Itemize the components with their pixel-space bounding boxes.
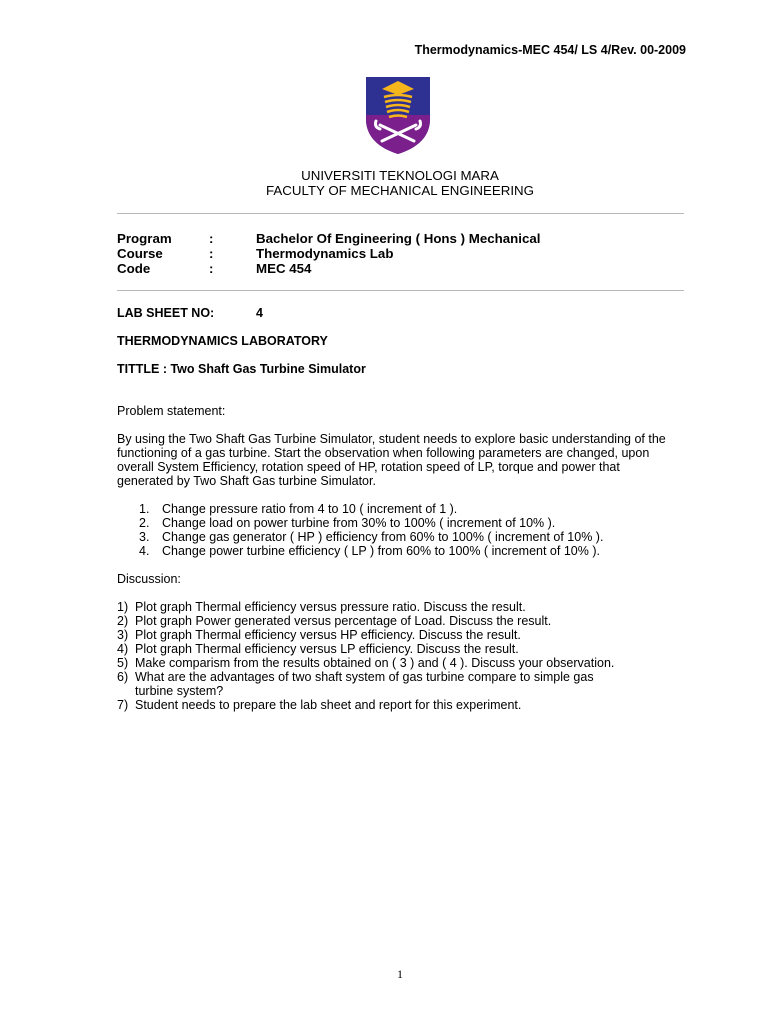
- info-key: Course: [117, 246, 163, 261]
- list-item: [139, 530, 603, 544]
- list-text: Change gas generator ( HP ) efficiency from 60% to 100% ( increment of 10% ).: [162, 530, 604, 544]
- list-item: [117, 614, 614, 628]
- list-text: Plot graph Thermal efficiency versus LP efficiency. Discuss the result.: [135, 642, 519, 656]
- list-item: [117, 698, 614, 712]
- problem-line: By using the Two Shaft Gas Turbine Simulator, student needs to explore basic understanding of the: [117, 432, 666, 446]
- lab-sheet-label: LAB SHEET NO:: [117, 306, 215, 320]
- info-separator: :: [209, 261, 214, 276]
- parameter-list: [139, 502, 603, 558]
- info-row-code: [117, 261, 677, 276]
- list-text: Student needs to prepare the lab sheet and report for this experiment.: [135, 698, 522, 712]
- list-item: [139, 544, 603, 558]
- list-number: 2): [117, 614, 129, 628]
- list-text: What are the advantages of two shaft system of gas turbine compare to simple gas: [135, 670, 594, 684]
- university-crest-icon: [364, 75, 432, 155]
- list-number: 6): [117, 670, 129, 684]
- info-separator: :: [209, 231, 214, 246]
- list-number: 4.: [139, 544, 150, 558]
- list-text: Plot graph Thermal efficiency versus HP efficiency. Discuss the result.: [135, 628, 521, 642]
- list-text: Change pressure ratio from 4 to 10 ( increment of 1 ).: [162, 502, 458, 516]
- problem-statement: [117, 432, 689, 488]
- list-item: [117, 628, 614, 642]
- discussion-list: [117, 600, 614, 712]
- page-number: 1: [397, 967, 403, 981]
- problem-heading: Problem statement:: [117, 404, 226, 418]
- experiment-title: TITTLE : Two Shaft Gas Turbine Simulator: [117, 362, 366, 376]
- divider-top: [117, 213, 684, 214]
- list-number: 3): [117, 628, 129, 642]
- info-value: Bachelor Of Engineering ( Hons ) Mechanical: [256, 231, 541, 246]
- list-text: Change power turbine efficiency ( LP ) from 60% to 100% ( increment of 10% ).: [162, 544, 600, 558]
- divider-bottom: [117, 290, 684, 291]
- list-number: 3.: [139, 530, 150, 544]
- faculty-name: FACULTY OF MECHANICAL ENGINEERING: [266, 183, 534, 198]
- list-text: Plot graph Thermal efficiency versus pressure ratio. Discuss the result.: [135, 600, 526, 614]
- list-item: [117, 656, 614, 670]
- info-key: Program: [117, 231, 172, 246]
- list-item: [139, 502, 603, 516]
- document-reference: Thermodynamics-MEC 454/ LS 4/Rev. 00-2009: [414, 43, 686, 57]
- university-name: UNIVERSITI TEKNOLOGI MARA: [301, 168, 499, 183]
- info-value: MEC 454: [256, 261, 312, 276]
- list-number: 1): [117, 600, 129, 614]
- list-item-continuation: turbine system?: [135, 684, 224, 698]
- list-text: Change load on power turbine from 30% to 100% ( increment of 10% ).: [162, 516, 556, 530]
- list-item: [117, 600, 614, 614]
- info-row-course: [117, 246, 677, 261]
- list-text: Plot graph Power generated versus percentage of Load. Discuss the result.: [135, 614, 552, 628]
- list-number: 4): [117, 642, 129, 656]
- list-number: 7): [117, 698, 129, 712]
- problem-line: generated by Two Shaft Gas turbine Simulator.: [117, 474, 376, 488]
- list-number: 5): [117, 656, 129, 670]
- info-value: Thermodynamics Lab: [256, 246, 394, 261]
- discussion-heading: Discussion:: [117, 572, 181, 586]
- list-text: Make comparism from the results obtained on ( 3 ) and ( 4 ). Discuss your observation.: [135, 656, 615, 670]
- list-number: 2.: [139, 516, 150, 530]
- problem-line: functioning of a gas turbine. Start the observation when following parameters are changed, upon: [117, 446, 650, 460]
- info-row-program: [117, 231, 677, 246]
- info-separator: :: [209, 246, 214, 261]
- lab-title: THERMODYNAMICS LABORATORY: [117, 334, 328, 348]
- list-item: [139, 516, 603, 530]
- list-number: 1.: [139, 502, 150, 516]
- lab-sheet-number: 4: [256, 306, 263, 320]
- problem-line: overall System Efficiency, rotation speed of HP, rotation speed of LP, torque and power that: [117, 460, 620, 474]
- info-key: Code: [117, 261, 151, 276]
- list-item: [117, 642, 614, 656]
- list-item: [117, 670, 614, 684]
